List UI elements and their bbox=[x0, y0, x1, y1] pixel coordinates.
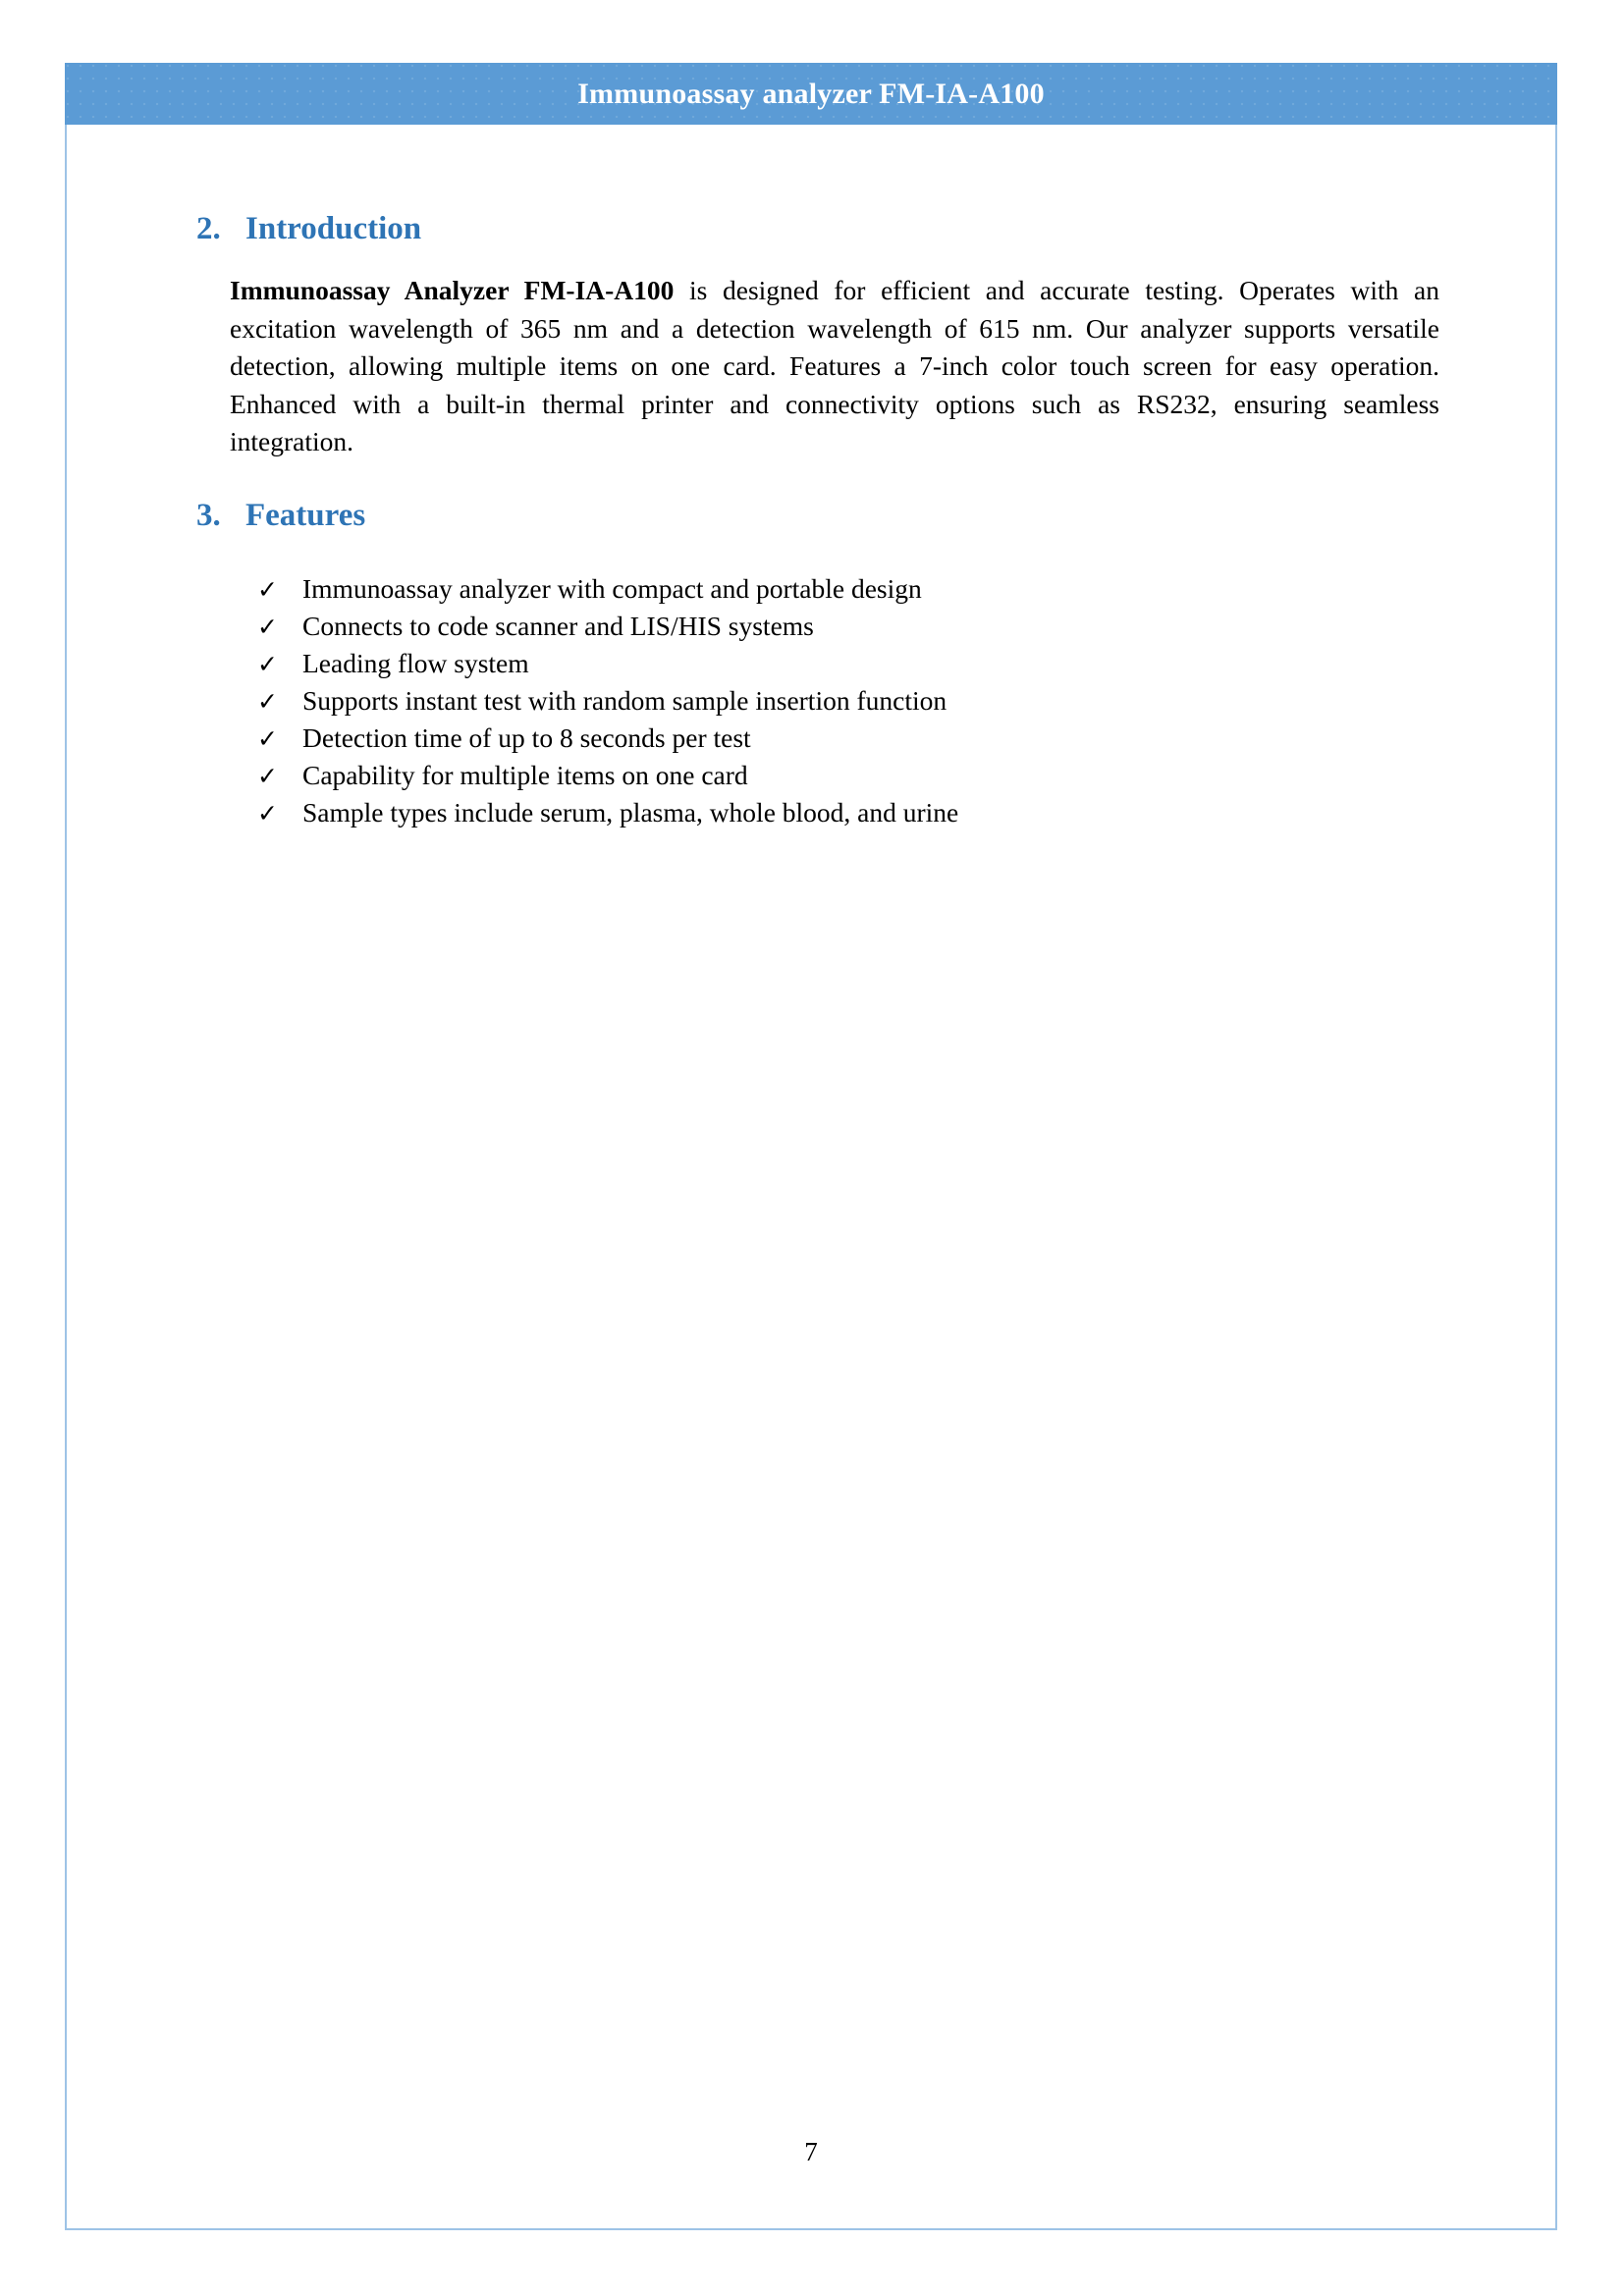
introduction-paragraph-rest: is designed for efficient and accurate testing. Operates with an excitation wavelength of 365 nm and a detection wavelength of 615 nm. Our analyzer supports versatile detection, allowing multiple items on one card. Features a 7-inch color touch screen for easy operation. Enhanced with a built-in thermal printer and connectivity options such as RS232, ensuring seamless integration. bbox=[230, 275, 1439, 457]
introduction-paragraph bbox=[230, 272, 1439, 461]
page-number: 7 bbox=[804, 2137, 818, 2166]
check-icon: ✓ bbox=[257, 650, 278, 679]
heading-introduction-text: Introduction bbox=[245, 211, 422, 246]
list-item bbox=[257, 570, 1557, 608]
heading-features-text: Features bbox=[245, 498, 366, 533]
list-item bbox=[257, 645, 1557, 682]
heading-introduction-number: 2. bbox=[196, 211, 221, 246]
list-item bbox=[257, 757, 1557, 794]
list-item bbox=[257, 794, 1557, 831]
list-item bbox=[257, 608, 1557, 645]
list-item bbox=[257, 682, 1557, 720]
list-item-label: Sample types include serum, plasma, whole blood, and urine bbox=[302, 797, 959, 828]
check-icon: ✓ bbox=[257, 724, 278, 754]
list-item-label: Capability for multiple items on one card bbox=[302, 760, 748, 791]
section-introduction bbox=[65, 211, 1557, 461]
document-header-title: Immunoassay analyzer FM-IA-A100 bbox=[577, 77, 1045, 110]
list-item-label: Immunoassay analyzer with compact and portable design bbox=[302, 573, 922, 605]
check-icon: ✓ bbox=[257, 575, 278, 605]
heading-features-number: 3. bbox=[196, 498, 221, 533]
list-item-label: Connects to code scanner and LIS/HIS systems bbox=[302, 611, 814, 642]
list-item-label: Detection time of up to 8 seconds per test bbox=[302, 722, 751, 754]
check-icon: ✓ bbox=[257, 613, 278, 642]
check-icon: ✓ bbox=[257, 799, 278, 828]
introduction-paragraph-lead: Immunoassay Analyzer FM-IA-A100 bbox=[230, 275, 675, 306]
list-item bbox=[257, 720, 1557, 757]
section-features bbox=[65, 498, 1557, 831]
check-icon: ✓ bbox=[257, 687, 278, 717]
check-icon: ✓ bbox=[257, 762, 278, 791]
features-bullet-list bbox=[257, 570, 1557, 831]
heading-features bbox=[196, 498, 1557, 533]
list-item-label: Leading flow system bbox=[302, 648, 529, 679]
page-content bbox=[65, 125, 1557, 2230]
list-item-label: Supports instant test with random sample insertion function bbox=[302, 685, 947, 717]
heading-introduction bbox=[196, 211, 1557, 246]
document-header-banner bbox=[65, 63, 1557, 125]
